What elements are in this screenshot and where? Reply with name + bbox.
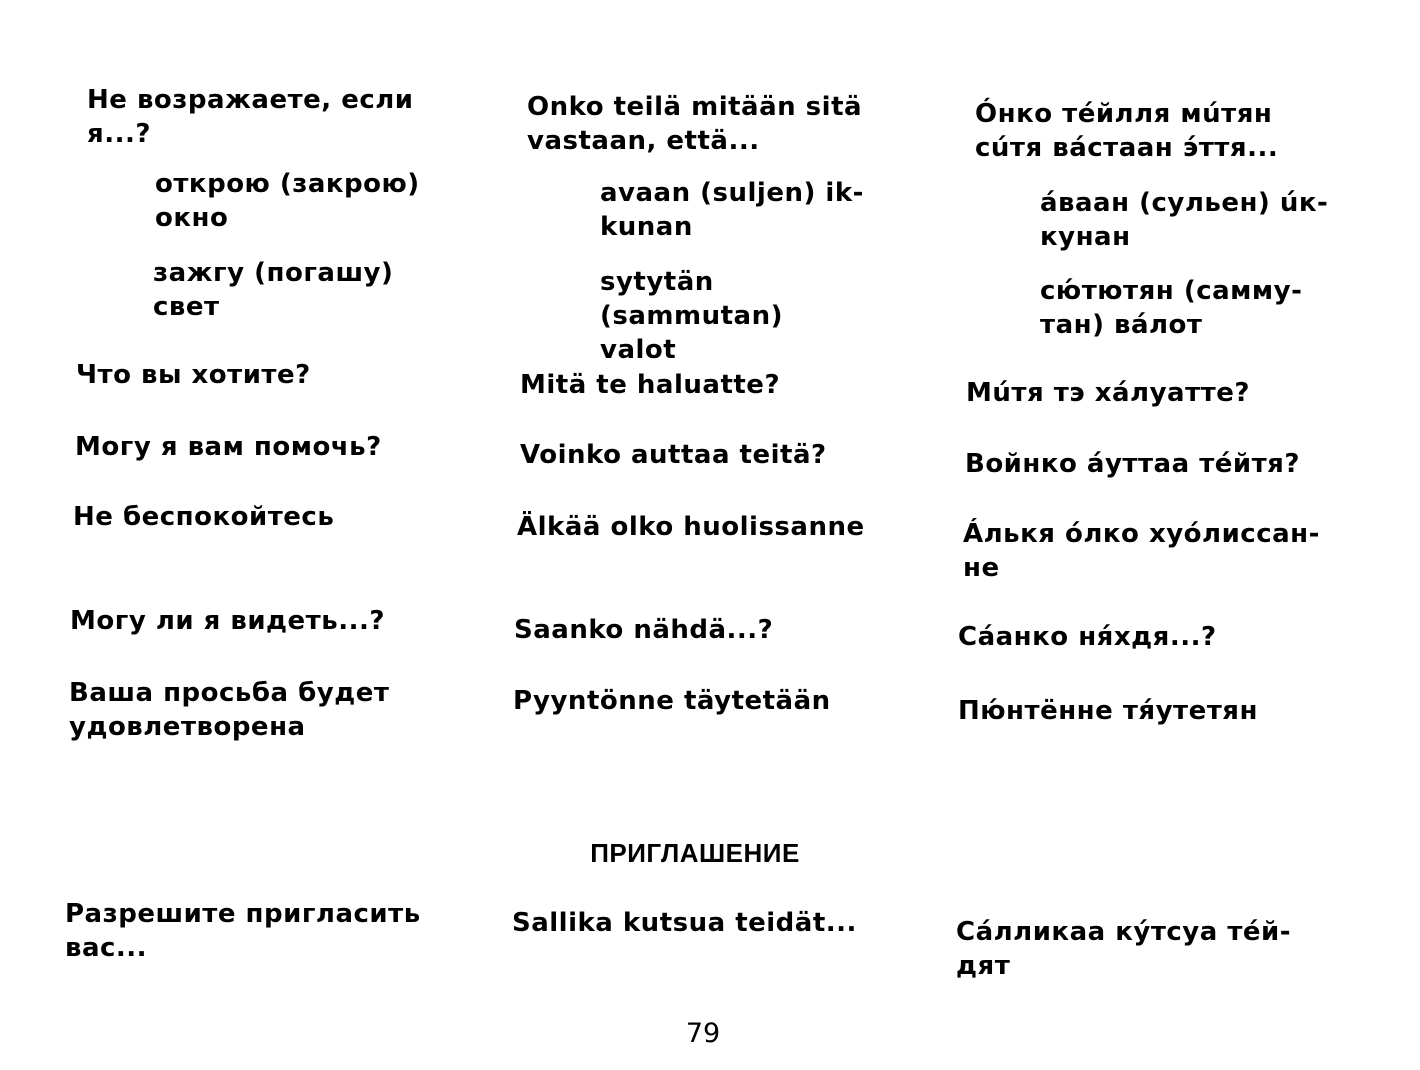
russian-phrase: Ваша просьба будет удовлетворена bbox=[69, 678, 390, 742]
russian-phrase: Что вы хотите? bbox=[76, 360, 311, 390]
finnish-phrase: Älkää olko huolissanne bbox=[517, 512, 865, 542]
finnish-phrase: Saanko nähdä...? bbox=[514, 615, 774, 645]
finnish-phrase: sytytän (sammutan) valot bbox=[600, 267, 783, 365]
russian-phrase: Не возражаете, если я...? bbox=[87, 85, 414, 149]
transcription-phrase: Áлькя óлко хуóлиссан- не bbox=[963, 519, 1320, 583]
transcription-phrase: Мúтя тэ хáлуатте? bbox=[966, 378, 1250, 408]
finnish-phrase: Voinko auttaa teitä? bbox=[520, 440, 827, 470]
finnish-phrase: Sallika kutsua teidät... bbox=[512, 908, 857, 938]
transcription-phrase: Óнко тéйлля мúтян сúтя вáстаан э́ття... bbox=[975, 99, 1279, 163]
transcription-phrase: сю́тютян (самму- тан) вáлот bbox=[1040, 276, 1303, 340]
transcription-phrase: Войнко áуттаа тéйтя? bbox=[965, 449, 1300, 479]
russian-phrase: Могу я вам помочь? bbox=[75, 432, 382, 462]
russian-phrase: зажгу (погашу) свет bbox=[153, 258, 394, 322]
transcription-phrase: Пю́нтённе тя́утетян bbox=[958, 696, 1258, 726]
russian-phrase: Могу ли я видеть...? bbox=[70, 606, 385, 636]
russian-phrase: Не беспокойтесь bbox=[73, 502, 335, 532]
section-heading: ПРИГЛАШЕНИЕ bbox=[590, 838, 800, 868]
russian-phrase: Разрешите пригласить вас... bbox=[65, 899, 421, 963]
finnish-phrase: avaan (suljen) ik- kunan bbox=[600, 178, 864, 242]
finnish-phrase: Pyyntönne täytetään bbox=[513, 686, 831, 716]
russian-phrase: открою (закрою) окно bbox=[155, 169, 420, 233]
finnish-phrase: Mitä te haluatte? bbox=[520, 370, 781, 400]
finnish-phrase: Onko teilä mitään sitä vastaan, että... bbox=[527, 92, 863, 156]
transcription-phrase: Сáанко ня́хдя...? bbox=[958, 622, 1217, 652]
transcription-phrase: áваан (сульен) úк- кунан bbox=[1040, 188, 1329, 252]
page-number: 79 bbox=[685, 1018, 721, 1049]
transcription-phrase: Сáлликаа кýтсуа тéй- дят bbox=[956, 917, 1292, 981]
